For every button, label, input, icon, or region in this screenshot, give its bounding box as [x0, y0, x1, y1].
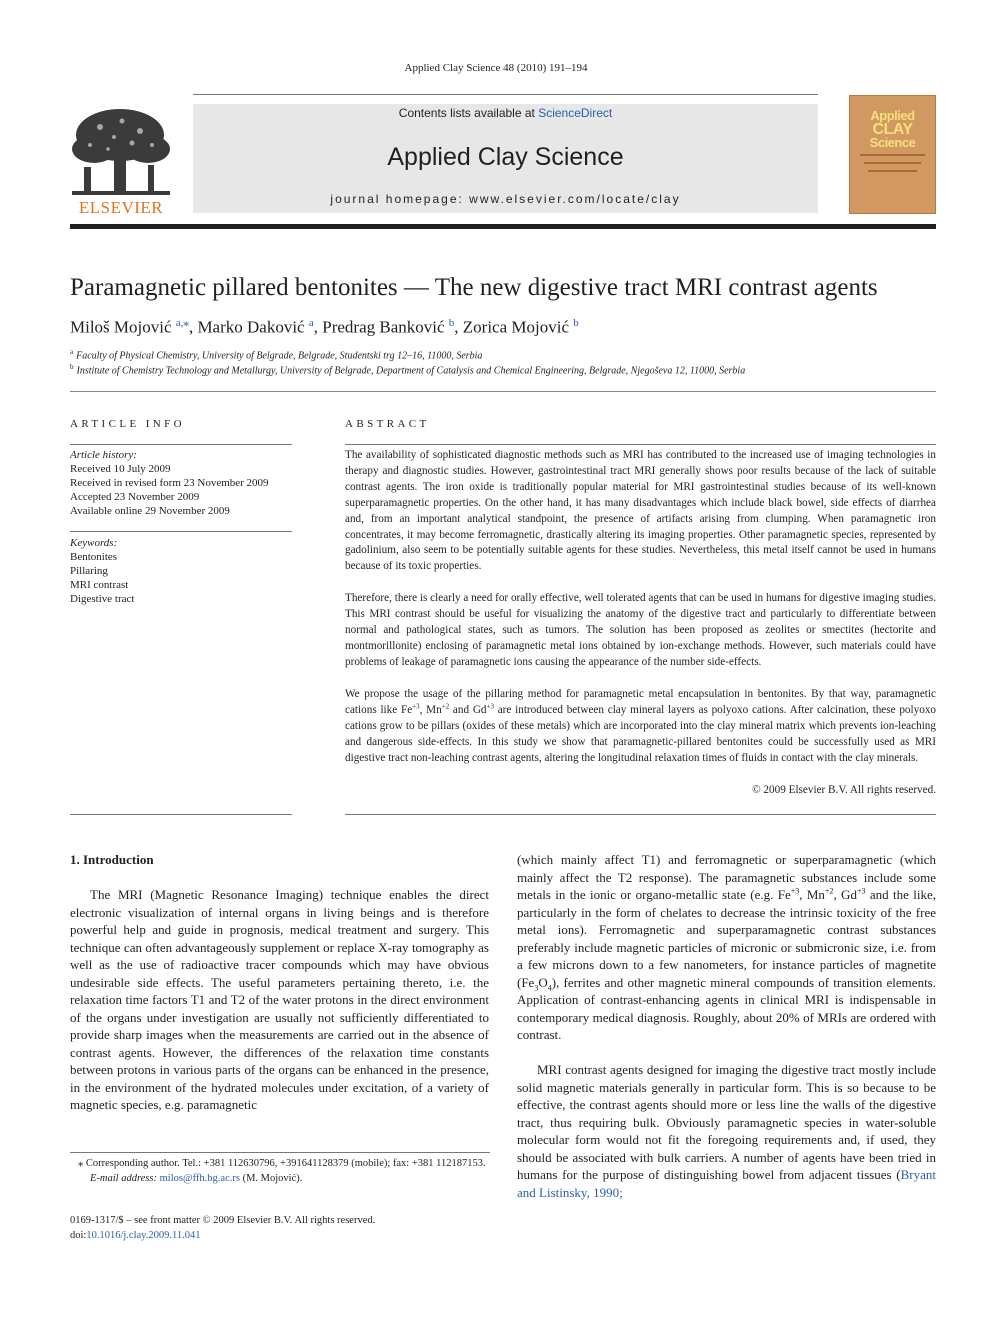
abstract-divider [345, 444, 936, 445]
contents-availability [193, 106, 818, 120]
journal-homepage [193, 192, 818, 206]
body-paragraph: The MRI (Magnetic Resonance Imaging) technique enables the direct electronic visualization of internal organs in living beings and is therefore powerful help and guide in prognosis, medical treatment and surgery. This technique can often advantageously supplement or replace X-ray tomography as well as the use of radioactive tracer compounds which may have obvious undesirable side effects. The useful parameters pertaining thereto, i.e. the relaxation time factors T1 and T2 of the water protons in the direct environment of the organs under investigation are usually not sufficiently differentiated to provide sharp images when the measurements are carried out in the absence of contrast agents. However, the differences of the relaxation time constants between protons in various parts of the organs can be enhanced in the presence, in the environment of the hydrated molecules under excitation, of a variety of magnetic species, e.g. paramagnetic [70, 887, 489, 1112]
cover-decoration [860, 154, 925, 156]
email-line [70, 1172, 490, 1187]
article-history-label: Article history: [70, 449, 137, 461]
author-affiliation-marks[interactable]: a,⁎ [175, 317, 189, 329]
page-footer [70, 1214, 490, 1243]
copyright-notice: © 2009 Elsevier B.V. All rights reserved. [752, 784, 936, 796]
keyword: Pillaring [70, 565, 108, 577]
elsevier-wordmark: ELSEVIER [78, 198, 164, 217]
body-text: and the like, particularly in the form of chelates to decrease the intrinsic toxicity of the free metal ions). Ferromagnetic and superparamagnetic contrast substances preferably include magnetic particles of micronic or submicronic size, i.e. from a few microns down to a few nanometers, for instance particles of magnetite (Fe [517, 887, 936, 990]
article-info-bottom-divider [70, 814, 292, 815]
author-name[interactable]: Marko Daković [197, 317, 305, 337]
section-divider [70, 391, 936, 392]
abstract-paragraph: The availability of sophisticated diagnostic methods such as MRI has contributed to the increased use of imaging technologies in therapy and diagnostic studies. However, gastrointestinal tract MRI generally shows poor results because of the lack of suitable contrast agents. The iron oxide is traditionally popular material for MRI gastrointestinal studies because of its well-known superparamagnetic properties. On the other hand, it has many disadvantages which include black bowel, side effects of diarrhea and, from an important analytical standpoint, the presence of artifacts arising from clumping. When paramagnetic iron concentrates, it may become ferromagnetic, drastically altering its imaging properties. Other paramagnetic species, represented by gadolinium, also seem to be potentially suitable agents for these studies. Nevertheless, this metal itself cannot be used in humans because of its toxic properties. [345, 449, 936, 573]
affiliation-text: Institute of Chemistry Technology and Metallurgy, University of Belgrade, Department of Catalysis and Chemical Engineering, Belgrade, Njegoševa 12, 11000, Serbia [76, 365, 746, 377]
keyword: Bentonites [70, 551, 118, 563]
abstract-heading: ABSTRACT [345, 418, 430, 430]
article-info-divider [70, 531, 292, 532]
homepage-label: journal homepage: [330, 192, 470, 206]
elsevier-logo[interactable] [70, 105, 172, 217]
journal-name: Applied Clay Science [387, 143, 624, 171]
doi-label: doi: [70, 1229, 87, 1241]
journal-reference: Applied Clay Science 48 (2010) 191–194 [404, 62, 588, 74]
article-info-heading: ARTICLE INFO [70, 418, 185, 430]
abstract-bottom-divider [345, 814, 936, 815]
article-info-divider [70, 444, 292, 445]
abstract-text: are introduced between clay mineral layers as polyoxo cations. After calcination, these polyoxo cations grow to be pillars (oxides of these metals) which are incorporated into the clay mineral matrix which prevents ion-leaching and dangerous side-effects. In this study we show that paramagnetic-pillared bentonites could be successfully used as MRI digestive tract non-leaching contrast agents, altering the longitudinal relaxation times of fluids in contact with the clay minerals. [345, 703, 937, 764]
body-text: (which mainly affect T1) and ferromagnetic or superparamagnetic (which mainly affect the T2 response). The paramagnetic substances include some metals in the ionic or organo-metallic state (e.g. Fe [517, 852, 936, 902]
ion-charge: +3 [486, 702, 494, 711]
email-label: E-mail address: [90, 1172, 160, 1184]
author-separator: , [454, 317, 463, 337]
keyword: MRI contrast [70, 579, 129, 591]
sciencedirect-link[interactable]: ScienceDirect [538, 106, 613, 120]
affiliation [70, 363, 936, 376]
body-text: , Mn [799, 887, 825, 902]
footnote-divider [70, 1152, 490, 1153]
body-text: O [538, 974, 548, 990]
homepage-url[interactable]: www.elsevier.com/locate/clay [469, 192, 681, 206]
affiliation-mark: b [70, 363, 74, 371]
corresponding-author-footnote [70, 1157, 490, 1186]
body-text: , Gd [833, 887, 857, 902]
header-divider [70, 224, 936, 229]
author-name[interactable]: Miloš Mojović [70, 317, 172, 337]
author-separator: , [188, 317, 198, 337]
section-heading: 1. Introduction [70, 852, 154, 867]
accepted-date: Accepted 23 November 2009 [70, 491, 200, 503]
cover-title-line-1: Applied [870, 108, 915, 123]
corresponding-author-contact: ⁎ Corresponding author. Tel.: +381 112630796, +391641128379 (mobile); fax: +381 112187153. [78, 1158, 486, 1169]
received-date: Received 10 July 2009 [70, 463, 171, 475]
article-title: Paramagnetic pillared bentonites — The new digestive tract MRI contrast agents [70, 274, 878, 301]
affiliation-text: Faculty of Physical Chemistry, University of Belgrade, Belgrade, Studentski trg 12–16, 11000, Serbia [76, 350, 483, 362]
author-separator: , [313, 317, 323, 337]
doi-link[interactable]: 10.1016/j.clay.2009.11.041 [86, 1229, 201, 1241]
header-top-rule [193, 94, 818, 95]
abstract-text: We propose the usage of the pillaring method for paramagnetic metal encapsulation in bentonites. By that way, paramagnetic cations like Fe [345, 688, 936, 716]
cover-title [854, 110, 931, 149]
cover-title-line-3: Science [869, 135, 916, 150]
author-affiliation-marks[interactable]: b [448, 317, 455, 329]
contents-prefix: Contents lists available at [398, 106, 539, 120]
author-name[interactable]: Predrag Banković [322, 317, 445, 337]
abstract-text: , Mn [419, 703, 442, 716]
author-affiliation-marks[interactable]: b [573, 317, 579, 329]
formula-subscript: 4 [547, 983, 552, 993]
cover-title-line-2: CLAY [872, 121, 913, 138]
author-name[interactable]: Zorica Mojović [462, 317, 569, 337]
body-text: ), ferrites and other magnetic mineral compounds of transition elements. Application of contrast-enhancing agents in clinical MRI is indispensable in contemporary medical diagnosis. Roughly, about 20% of MRIs are ordered with contrast. [517, 974, 936, 1042]
keyword: Digestive tract [70, 593, 135, 605]
cover-decoration [868, 170, 917, 172]
author-affiliation-marks[interactable]: a [308, 317, 314, 329]
revised-date: Received in revised form 23 November 2009 [70, 477, 269, 489]
online-date: Available online 29 November 2009 [70, 505, 230, 517]
citation-link[interactable]: Bryant and Listinsky, 1990; [517, 1167, 936, 1200]
ion-charge: +3 [790, 886, 800, 896]
doi-line [70, 1229, 490, 1244]
body-text: MRI contrast agents designed for imaging the digestive tract mostly include solid magnetic materials generally in particular form. This is so because to be effective, the contrast agents should more or less line the walls of the digestive tract, thus requiring bulk. Obviously paramagnetic species in water-soluble molecular form would not fit the foregoing requirements and, if used, they should be associated with bulk carriers. A number of agents have been tried in humans for the purpose of distinguishing bowel from adjacent tissues ( [517, 1062, 936, 1182]
abstract-paragraph [345, 687, 936, 767]
formula-subscript: 3 [534, 983, 539, 993]
body-paragraph [517, 851, 936, 1044]
author-list [70, 316, 936, 338]
keywords-label: Keywords: [70, 537, 118, 549]
abstract-paragraph: Therefore, there is clearly a need for orally effective, well tolerated agents that can be used in humans for digestive imaging studies. This MRI contrast should be useful for visualizing the anatomy of the digestive tract and particularly to differentiate between normal and pathological states, such as tumors. The solution has been proposed as zeolites or smectites (hectorite and montmorillonite) enclosing of paramagnetic metal ions obtained by ion-exchange methods. However, such materials could have problems of leakage of paramagnetic ions causing the appearance of the number side-effects. [345, 592, 936, 668]
affiliation [70, 348, 936, 361]
issn-line: 0169-1317/$ – see front matter © 2009 Elsevier B.V. All rights reserved. [70, 1215, 376, 1226]
ion-charge: +2 [824, 886, 834, 896]
journal-cover-thumbnail[interactable] [849, 95, 936, 214]
email-owner: (M. Mojović). [239, 1172, 303, 1184]
email-link[interactable]: milos@ffh.bg.ac.rs [159, 1172, 240, 1184]
ion-charge: +3 [856, 886, 866, 896]
ion-charge: +3 [412, 702, 420, 711]
cover-decoration [864, 162, 921, 164]
ion-charge: +2 [441, 702, 450, 711]
affiliation-mark: a [70, 348, 74, 356]
body-paragraph [517, 1061, 936, 1201]
abstract-text: and Gd [449, 703, 487, 716]
